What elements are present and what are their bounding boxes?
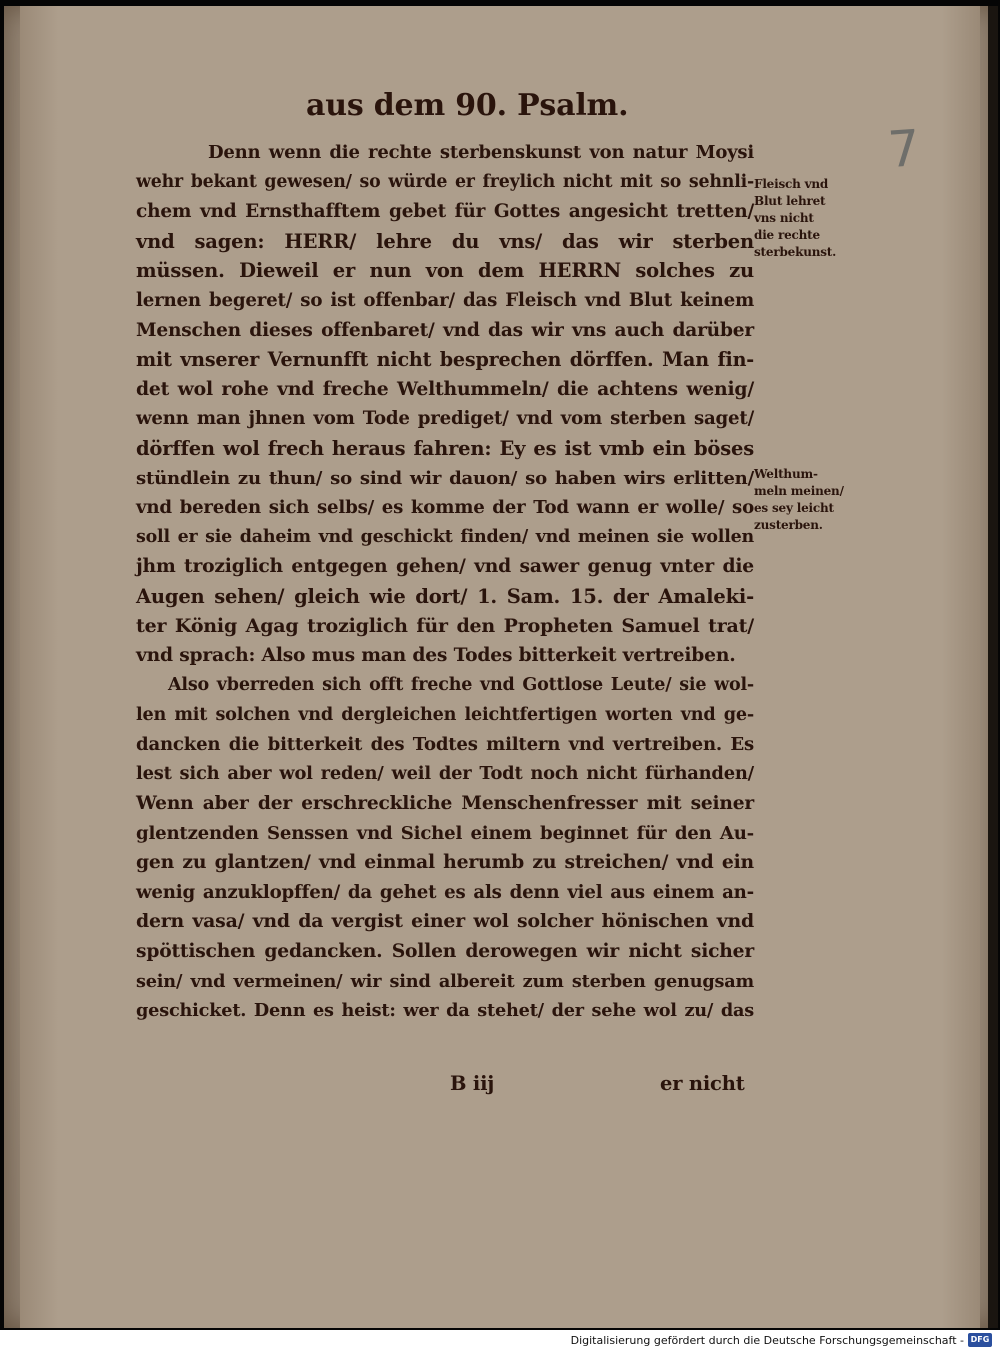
- text-line: dörffen wol frech heraus fahren: Ey es ist vmb ein böses: [136, 436, 754, 460]
- text-line: sein/ vnd vermeinen/ wir sind albereit zum sterben genugsam: [136, 970, 754, 992]
- text-line: vnd bereden sich selbs/ es komme der Tod wann er wolle/ so: [136, 497, 754, 519]
- text-line: mit vnserer Vernunfft nicht besprechen dörffen. Man fin-: [136, 348, 754, 372]
- running-head: aus dem 90. Psalm.: [306, 88, 629, 123]
- text-line: wehr bekant gewesen/ so würde er freylich nicht mit so sehnli-: [136, 171, 754, 192]
- folio-mark: 7: [886, 118, 922, 180]
- text-line: lernen begeret/ so ist offenbar/ das Fleisch vnd Blut keinem: [136, 289, 754, 311]
- margin-note-line: zusterben.: [754, 518, 823, 532]
- dfg-logo-icon: DFG: [968, 1333, 992, 1347]
- text-line: Augen sehen/ gleich wie dort/ 1. Sam. 15. der Amaleki-: [136, 584, 754, 608]
- text-line: vnd sagen: HERR/ lehre du vns/ das wir sterben: [136, 229, 754, 253]
- signature-mark: B iij: [450, 1072, 495, 1095]
- margin-note: [754, 176, 854, 261]
- text-line: vnd sprach: Also mus man des Todes bitterkeit vertreiben.: [136, 644, 736, 667]
- body-text: [136, 138, 754, 1026]
- text-line: jhm troziglich entgegen gehen/ vnd sawer genug vnter die: [136, 555, 754, 578]
- text-line: lest sich aber wol reden/ weil der Todt noch nicht fürhanden/: [136, 763, 754, 785]
- text-line: det wol rohe vnd freche Welthummeln/ die achtens wenig/: [136, 377, 754, 400]
- margin-note-line: Blut lehret: [754, 194, 826, 208]
- text-line: wenn man jhnen vom Tode prediget/ vnd vom sterben saget/: [136, 408, 754, 430]
- footer-credit: Digitalisierung gefördert durch die Deutsche Forschungsgemeinschaft -: [570, 1334, 964, 1347]
- book-page: [20, 6, 980, 1328]
- text-line: geschicket. Denn es heist: wer da stehet/ der sehe wol zu/ das: [136, 1000, 754, 1022]
- text-line: len mit solchen vnd dergleichen leichtfertigen worten vnd ge-: [136, 704, 754, 726]
- text-line: gen zu glantzen/ vnd einmal herumb zu streichen/ vnd ein: [136, 851, 754, 874]
- margin-note-line: Fleisch vnd: [754, 177, 829, 191]
- text-line: müssen. Dieweil er nun von dem HERRN solches zu: [136, 259, 754, 283]
- margin-note-line: die rechte: [754, 228, 820, 242]
- text-line: dancken die bitterkeit des Todtes miltern vnd vertreiben. Es: [136, 733, 754, 755]
- text-line: spöttischen gedancken. Sollen derowegen wir nicht sicher: [136, 940, 754, 963]
- text-line: stündlein zu thun/ so sind wir dauon/ so haben wirs erlitten/: [136, 467, 754, 489]
- text-line: soll er sie daheim vnd geschickt finden/ vnd meinen sie wollen: [136, 526, 754, 547]
- text-line: Denn wenn die rechte sterbenskunst von natur Moysi: [208, 142, 754, 163]
- text-line: Wenn aber der erschreckliche Menschenfresser mit seiner: [136, 793, 754, 815]
- margin-note: [754, 466, 854, 534]
- text-line: dern vasa/ vnd da vergist einer wol solcher hönischen vnd: [136, 910, 754, 933]
- text-line: Also vberreden sich offt freche vnd Gottlose Leute/ sie wol-: [168, 674, 754, 695]
- page-edge: [988, 6, 998, 1328]
- text-line: Menschen dieses offenbaret/ vnd das wir vns auch darüber: [136, 319, 754, 341]
- text-line: glentzenden Senssen vnd Sichel einem beginnet für den Au-: [136, 822, 754, 844]
- margin-note-line: sterbekunst.: [754, 245, 837, 259]
- text-line: wenig anzuklopffen/ da gehet es als denn viel aus einem an-: [136, 881, 754, 903]
- text-line: ter König Agag troziglich für den Propheten Samuel trat/: [136, 614, 754, 637]
- margin-note-line: meln meinen/: [754, 484, 844, 498]
- margin-note-line: es sey leicht: [754, 501, 834, 515]
- catchword: er nicht: [660, 1072, 745, 1095]
- text-line: chem vnd Ernsthafftem gebet für Gottes angesicht tretten/: [136, 201, 754, 223]
- margin-note-line: vns nicht: [754, 211, 814, 225]
- margin-note-line: Welthum-: [754, 467, 818, 481]
- page-scan: [4, 6, 998, 1328]
